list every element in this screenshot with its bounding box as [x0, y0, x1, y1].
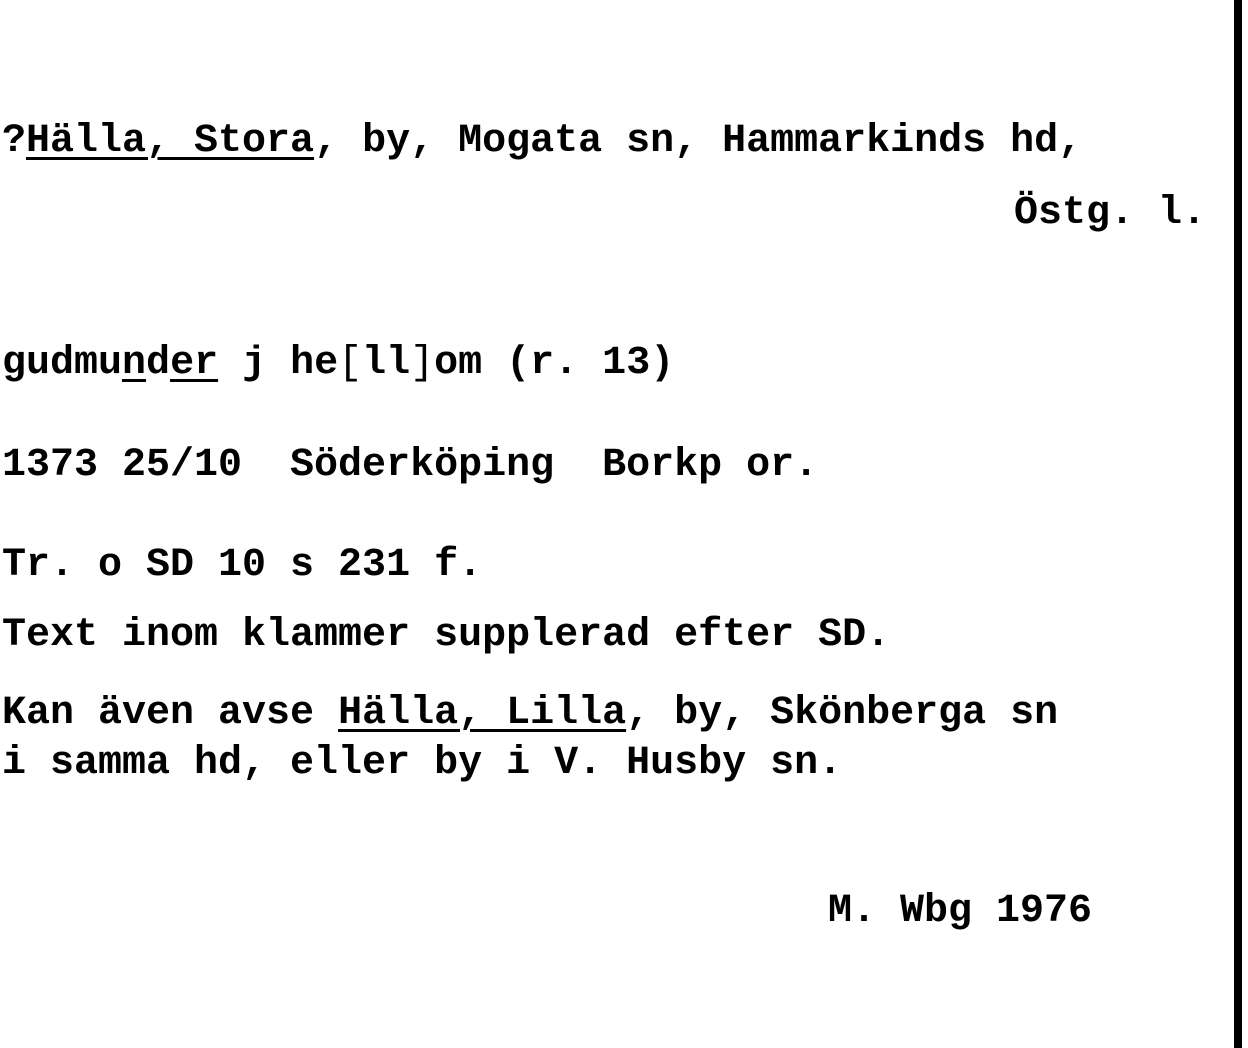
- alternative-line-2: i samma hd, eller by i V. Husby sn.: [2, 741, 843, 786]
- note-line: Text inom klammer supplerad efter SD.: [2, 613, 891, 658]
- alt-rest: , by, Skönberga sn: [626, 691, 1059, 736]
- heading-name: Hälla, Stora: [26, 119, 315, 164]
- name-form-line: [2, 340, 674, 388]
- form-part-1: gudmu: [2, 341, 123, 386]
- heading-line: [2, 118, 1082, 166]
- bracket-close: ]: [410, 341, 435, 386]
- form-part-4: er: [170, 341, 219, 386]
- heading-prefix: ?: [2, 119, 27, 164]
- alt-name: Hälla, Lilla: [338, 691, 627, 736]
- heading-region: Östg. l.: [1013, 191, 1206, 236]
- form-part-3: d: [146, 341, 171, 386]
- card-edge-line: [1234, 0, 1242, 1048]
- alt-prefix: Kan även avse: [2, 691, 339, 736]
- bracket-text: ll: [362, 341, 411, 386]
- alternative-line-1: [2, 690, 1058, 738]
- date-line: 1373 25/10 Söderköping Borkp or.: [2, 443, 819, 488]
- signature: M. Wbg 1976: [828, 889, 1093, 934]
- form-part-6: om (r. 13): [434, 341, 675, 386]
- form-part-2: n: [122, 341, 147, 386]
- bracket-open: [: [338, 341, 363, 386]
- heading-rest: , by, Mogata sn, Hammarkinds hd,: [314, 119, 1083, 164]
- form-part-5: j he: [218, 341, 339, 386]
- reference-line: Tr. o SD 10 s 231 f.: [2, 543, 483, 588]
